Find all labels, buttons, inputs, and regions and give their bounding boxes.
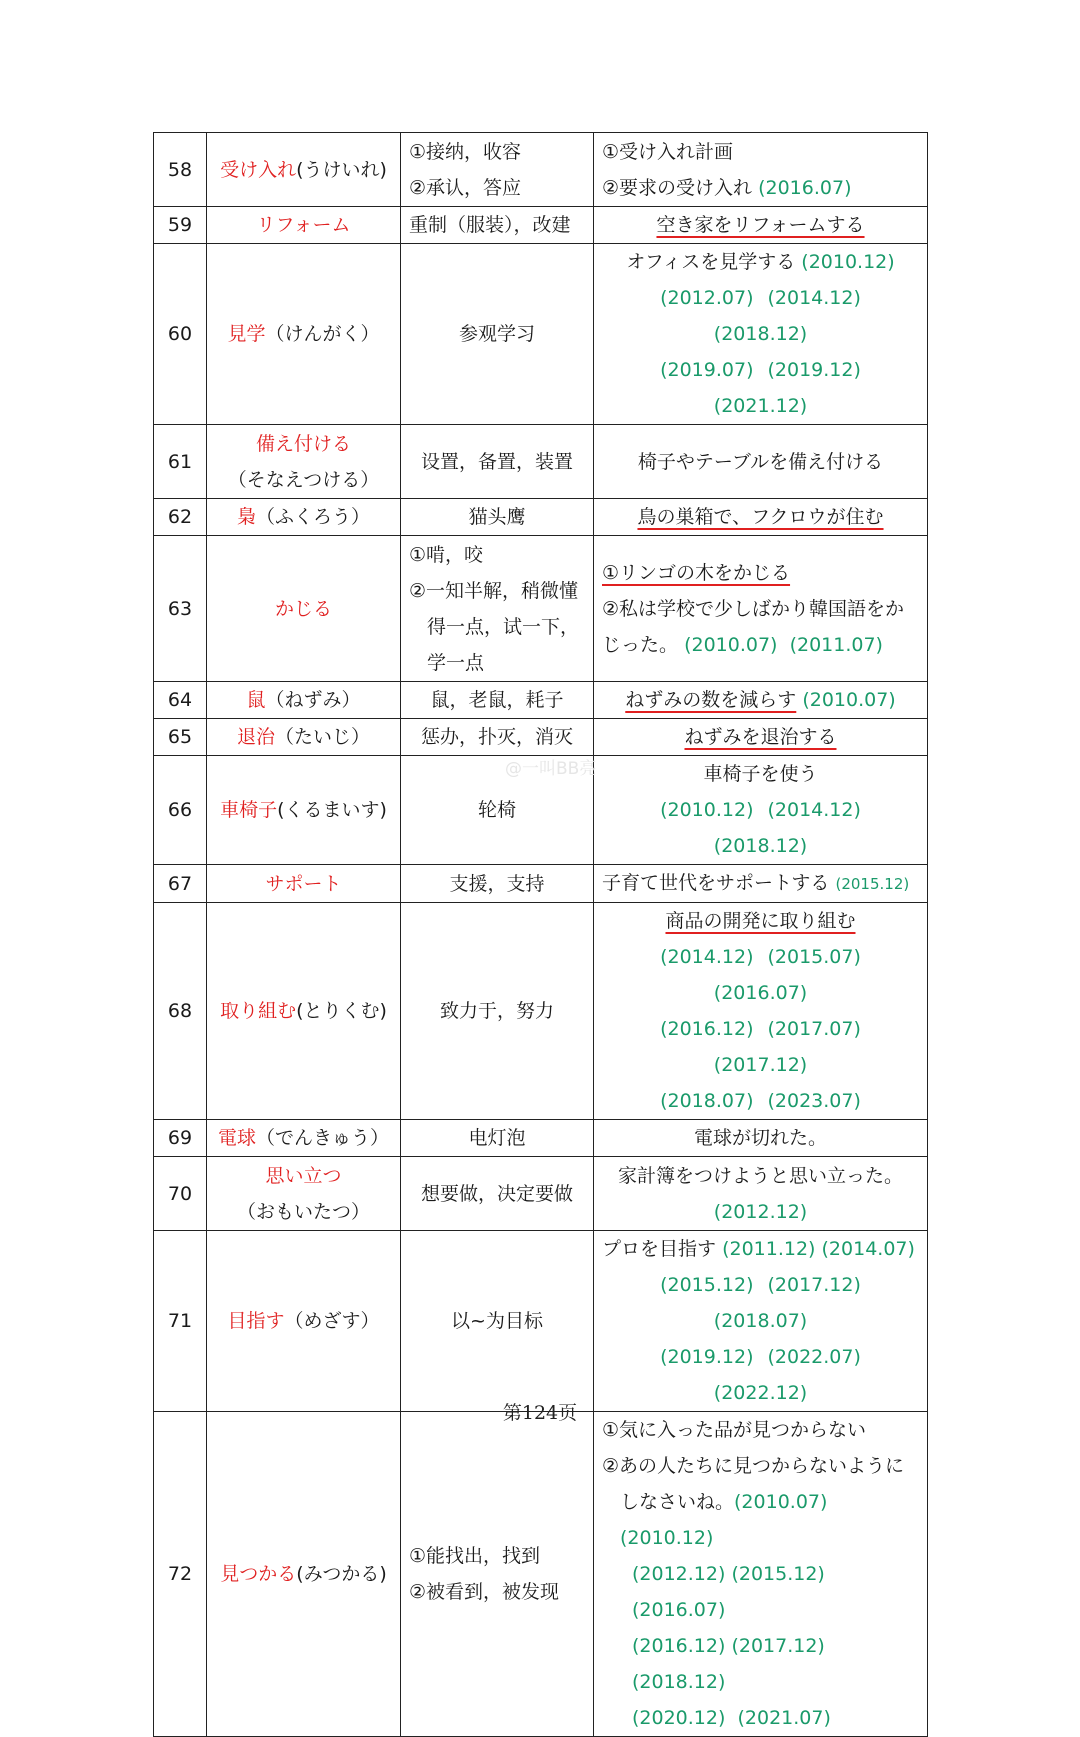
exam-date: (2019.12) [660, 1346, 754, 1368]
example-cell [594, 865, 928, 903]
exam-date: (2010.12) [801, 251, 895, 273]
row-number: 58 [154, 133, 207, 207]
word-cell [207, 719, 401, 756]
example-line: 電球が切れた。 [693, 1127, 827, 1149]
row-number: 71 [154, 1231, 207, 1412]
example-cell [594, 536, 928, 682]
meaning-line: 设置，备置，装置 [420, 450, 573, 473]
example-line: ②あの人たちに見つからないように [602, 1455, 905, 1477]
example-cell [594, 682, 928, 719]
word-cell [207, 536, 401, 682]
reading: (うけいれ) [296, 158, 387, 181]
meaning-line: 想要做，决定要做 [420, 1182, 573, 1205]
table-row [154, 1157, 928, 1231]
example-line: ①リンゴの木をかじる [602, 561, 791, 584]
meaning-cell [401, 1157, 594, 1231]
example-cell [594, 903, 928, 1120]
word-cell [207, 1231, 401, 1412]
reading: （たいじ） [275, 726, 371, 748]
table-row [154, 133, 928, 207]
word: かじる [274, 597, 332, 620]
example-line: 車椅子を使う [703, 763, 818, 785]
exam-date: (2011.12) [722, 1238, 816, 1260]
meaning-cell [401, 1120, 594, 1157]
word: 鼠 [246, 689, 266, 711]
table-row [154, 207, 928, 244]
exam-date: (2011.07) [789, 633, 883, 656]
word-cell [207, 682, 401, 719]
reading: （おもいたつ） [236, 1200, 370, 1223]
exam-date: (2016.12) [632, 1635, 726, 1657]
exam-date: (2010.12) [660, 799, 754, 821]
example-cell [594, 1231, 928, 1412]
word: 見つかる [220, 1563, 297, 1585]
example-line: ねずみの数を減らす [625, 689, 797, 711]
reading: （けんがく） [265, 323, 380, 345]
reading: (みつかる) [296, 1563, 387, 1585]
exam-date: (2016.12) [660, 1018, 754, 1040]
meaning-line: 学一点 [427, 651, 485, 674]
reading: （でんきゅう） [256, 1127, 390, 1149]
word: 備え付ける [255, 432, 351, 455]
meaning-line: ②承认，答应 [409, 176, 522, 199]
word: サポート [265, 872, 342, 895]
example-line: 鳥の巣箱で、フクロウが住む [637, 506, 884, 528]
word-cell [207, 499, 401, 536]
exam-date: (2010.12) [620, 1527, 714, 1549]
exam-date: (2017.12) [731, 1635, 825, 1657]
meaning-line: 支援，支持 [449, 872, 545, 895]
exam-date: (2017.07) [767, 1018, 861, 1040]
exam-date: (2017.12) [767, 1274, 861, 1296]
word-cell [207, 1157, 401, 1231]
example-line: オフィスを見学する [626, 251, 796, 273]
exam-date: (2015.12) [835, 875, 910, 893]
exam-date: (2010.07) [802, 689, 896, 711]
row-number: 69 [154, 1120, 207, 1157]
exam-date: (2010.07) [684, 633, 778, 656]
example-cell [594, 1412, 928, 1737]
example-line: 子育て世代をサポートする [602, 872, 830, 894]
exam-date: (2015.07) [767, 946, 861, 968]
meaning-line: 以~为目标 [451, 1310, 543, 1332]
example-cell [594, 719, 928, 756]
meaning-cell [401, 536, 594, 682]
meaning-line: 致力于，努力 [439, 1000, 554, 1022]
meaning-line: 得一点，试一下， [427, 615, 580, 638]
table-row [154, 536, 928, 682]
table-row [154, 1120, 928, 1157]
row-number: 66 [154, 756, 207, 865]
meaning-cell [401, 865, 594, 903]
exam-date: (2022.12) [713, 1382, 808, 1404]
meaning-line: ②一知半解，稍微懂 [409, 579, 579, 602]
table-row [154, 719, 928, 756]
row-number: 63 [154, 536, 207, 682]
example-line: ねずみを退治する [684, 726, 837, 748]
example-line: 空き家をリフォームする [656, 214, 865, 236]
word-cell [207, 425, 401, 499]
word-cell [207, 207, 401, 244]
table-row [154, 903, 928, 1120]
exam-date: (2014.07) [821, 1238, 915, 1260]
reading: （ねずみ） [265, 689, 361, 711]
page-number: 第124页 [502, 1402, 578, 1424]
example-cell [594, 133, 928, 207]
exam-date: (2021.07) [737, 1707, 831, 1729]
row-number: 70 [154, 1157, 207, 1231]
exam-date: (2010.07) [734, 1491, 828, 1513]
row-number: 65 [154, 719, 207, 756]
word-cell [207, 865, 401, 903]
reading: （そなえつける） [227, 468, 380, 491]
example-cell [594, 756, 928, 865]
meaning-line: 参观学习 [458, 323, 535, 345]
meaning-cell [401, 1412, 594, 1737]
exam-date: (2014.12) [660, 946, 754, 968]
example-line: ①気に入った品が見つからない [602, 1419, 867, 1441]
exam-date: (2014.12) [767, 799, 861, 821]
example-cell [594, 499, 928, 536]
exam-date: (2014.12) [767, 287, 861, 309]
word: 車椅子 [220, 799, 278, 821]
row-number: 59 [154, 207, 207, 244]
word-cell [207, 1412, 401, 1737]
word: 目指す [227, 1310, 285, 1332]
exam-date: (2018.07) [660, 1090, 754, 1112]
meaning-line: ①能找出，找到 [409, 1545, 541, 1567]
exam-date: (2023.07) [767, 1090, 861, 1112]
meaning-line: ①啃，咬 [409, 543, 484, 566]
exam-date: (2016.07) [632, 1599, 726, 1621]
example-line: プロを目指す [602, 1238, 717, 1260]
example-line: じった。 [602, 633, 679, 656]
example-cell [594, 207, 928, 244]
row-number: 60 [154, 244, 207, 425]
word-cell [207, 756, 401, 865]
example-cell [594, 244, 928, 425]
example-line: 商品の開発に取り組む [665, 910, 856, 932]
row-number: 68 [154, 903, 207, 1120]
meaning-line: 电灯泡 [468, 1127, 526, 1149]
word-cell [207, 244, 401, 425]
word: リフォーム [256, 214, 351, 236]
word-cell [207, 1120, 401, 1157]
watermark: @一叫BB亮 [505, 759, 597, 779]
table-row [154, 425, 928, 499]
exam-date: (2018.12) [632, 1671, 726, 1693]
meaning-cell [401, 207, 594, 244]
example-line: ②要求の受け入れ [602, 176, 753, 199]
example-line: ②私は学校で少しばかり韓国語をか [602, 597, 905, 620]
exam-date: (2015.12) [731, 1563, 825, 1585]
meaning-cell [401, 244, 594, 425]
exam-date: (2018.12) [713, 835, 808, 857]
exam-date: (2012.12) [632, 1563, 726, 1585]
meaning-cell [401, 133, 594, 207]
word: 退治 [236, 726, 275, 748]
meaning-cell [401, 499, 594, 536]
reading: （ふくろう） [256, 506, 371, 528]
example-line: 家計簿をつけようと思い立った。 [617, 1164, 903, 1187]
exam-date: (2016.07) [713, 982, 808, 1004]
row-number: 72 [154, 1412, 207, 1737]
example-line: ①受け入れ計画 [602, 140, 734, 163]
meaning-line: 惩办，扑灭，消灭 [420, 726, 573, 748]
exam-date: (2019.12) [767, 359, 861, 381]
meaning-line: 鼠，老鼠，耗子 [430, 689, 564, 711]
meaning-line: 猫头鹰 [468, 506, 526, 528]
example-cell [594, 425, 928, 499]
exam-date: (2016.07) [758, 176, 852, 199]
meaning-line: ②被看到，被发现 [409, 1581, 560, 1603]
meaning-cell [401, 682, 594, 719]
table-row [154, 682, 928, 719]
exam-date: (2022.07) [767, 1346, 861, 1368]
row-number: 62 [154, 499, 207, 536]
reading: (とりくむ) [296, 1000, 387, 1022]
reading: （めざす） [284, 1310, 380, 1332]
exam-date: (2018.07) [713, 1310, 808, 1332]
word: 見学 [227, 323, 266, 345]
word: 梟 [236, 506, 256, 528]
exam-date: (2021.12) [713, 395, 808, 417]
example-cell [594, 1157, 928, 1231]
meaning-cell [401, 425, 594, 499]
example-line: 椅子やテーブルを備え付ける [637, 450, 884, 473]
exam-date: (2020.12) [632, 1707, 726, 1729]
meaning-cell [401, 903, 594, 1120]
exam-date: (2018.12) [713, 323, 808, 345]
vocab-table [153, 132, 928, 1737]
meaning-cell [401, 719, 594, 756]
table-row [154, 1231, 928, 1412]
reading: (くるまいす) [277, 799, 387, 821]
word: 取り組む [220, 1000, 297, 1022]
word: 受け入れ [220, 158, 297, 181]
word: 思い立つ [265, 1164, 342, 1187]
meaning-line: 重制（服装），改建 [409, 214, 571, 236]
row-number: 61 [154, 425, 207, 499]
row-number: 64 [154, 682, 207, 719]
meaning-cell [401, 1231, 594, 1412]
example-line: しなさいね。 [620, 1491, 735, 1513]
meaning-line: 轮椅 [477, 799, 516, 821]
table-row [154, 1412, 928, 1737]
table-row [154, 499, 928, 536]
exam-date: (2012.07) [660, 287, 754, 309]
meaning-line: ①接纳，收容 [409, 140, 522, 163]
word-cell [207, 903, 401, 1120]
exam-date: (2019.07) [660, 359, 754, 381]
word-cell [207, 133, 401, 207]
exam-date: (2017.12) [713, 1054, 808, 1076]
word: 電球 [217, 1127, 256, 1149]
exam-date: (2015.12) [660, 1274, 754, 1296]
exam-date: (2012.12) [713, 1200, 808, 1223]
row-number: 67 [154, 865, 207, 903]
table-row [154, 865, 928, 903]
table-row [154, 244, 928, 425]
example-cell [594, 1120, 928, 1157]
